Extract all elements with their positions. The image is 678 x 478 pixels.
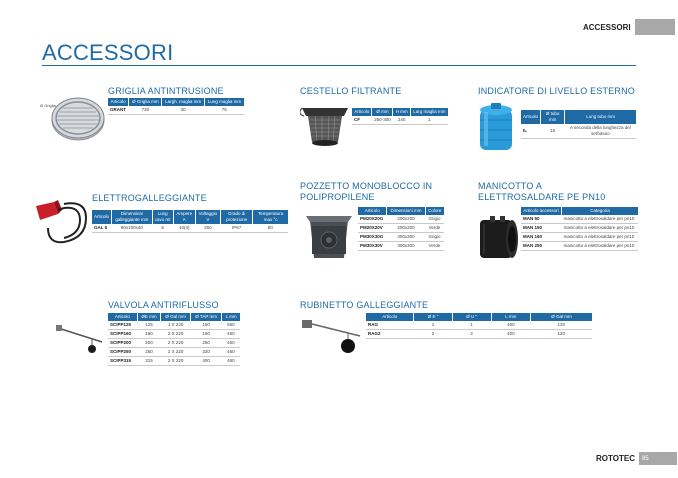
col-header: Dimensioni galleggiante mm (112, 210, 153, 224)
brand-name: ROTOTEC (596, 454, 635, 463)
elettro-table (92, 210, 288, 233)
col-header: Ø Griglia mm (129, 98, 162, 106)
col-header: Articolo (352, 108, 372, 116)
table-row: SCIPP160 160 2 X 220 160 460 (108, 330, 240, 339)
table-row: GAL 5 80x100x40 5 10(4) 250 IP67 80 (92, 224, 288, 233)
col-header: Larg maglia mm (410, 108, 448, 116)
table-row: PM20X20V 200x200 Verde (358, 224, 444, 233)
float-switch-image (34, 198, 90, 246)
col-header: L mm (491, 313, 530, 321)
grid-diameter-label: Ø Griglia (40, 103, 56, 108)
col-header: Categoria (562, 207, 638, 215)
table-row: MAN 160 manicotto a elettrosaldare per pn10 (521, 233, 638, 242)
indicatore-title: INDICATORE DI LIVELLO ESTERNO (478, 86, 636, 96)
pozzetto-title: POZZETTO MONOBLOCCO IN POLIPROPILENE (300, 181, 433, 202)
col-header: Ø tubo mm (541, 110, 565, 124)
table-row: CF 250-300 240 1 (352, 116, 448, 125)
table-row: MAN 50 manicotto a elettrosaldare per pn10 (521, 215, 638, 224)
pozzetto-table (358, 207, 444, 251)
elettro-title: ELETTROGALLEGGIANTE (92, 193, 207, 203)
rubinetto-table (366, 313, 592, 339)
col-header: Articolo (366, 313, 414, 321)
col-header: Articolo (108, 98, 129, 106)
col-header: Lung maglia mm (205, 98, 244, 106)
section-tag-label: ACCESSORI (583, 22, 631, 32)
table-row: RAG 1 1 400 120 (366, 321, 592, 330)
col-header: H mm (393, 108, 410, 116)
footer-brand (596, 452, 677, 465)
col-header: Ampere A (173, 210, 195, 224)
col-header: Temperatura max °c (253, 210, 288, 224)
col-header: Colore (425, 207, 444, 215)
manicotto-table (521, 207, 638, 251)
cestello-title: CESTELLO FILTRANTE (300, 86, 402, 96)
float-valve-image (300, 316, 364, 358)
col-header: Largh. maglia mm (162, 98, 205, 106)
col-header: Ø TAP mm (191, 313, 222, 321)
valvola-table (108, 313, 240, 366)
col-header: Ø Gal mm (531, 313, 592, 321)
filter-basket-image (300, 102, 350, 148)
page-title: ACCESSORI (42, 40, 174, 65)
col-header: Lung cavo mt (152, 210, 173, 224)
table-row: PM20X20G 200x200 Grigio (358, 215, 444, 224)
section-tag-bar (635, 19, 675, 35)
table-row: RAG2 2 2 400 120 (366, 330, 592, 339)
indicatore-table (521, 110, 636, 139)
col-header: ØE mm (137, 313, 161, 321)
section-tag (583, 19, 675, 35)
col-header: Ø Gal mm (161, 313, 191, 321)
table-row: SCIPP315 315 2 X 220 400 460 (108, 357, 240, 366)
col-header: Grado di protezione (220, 210, 253, 224)
table-row: SCIPP125 125 1 X 220 150 550 (108, 321, 240, 330)
well-box-image (304, 210, 354, 264)
grid-grate-image (50, 90, 106, 146)
col-header: Lung tubo mm (565, 110, 636, 124)
pipe-coupling-image (476, 214, 520, 264)
cestello-table (352, 108, 448, 125)
rubinetto-title: RUBINETTO GALLEGGIANTE (300, 300, 429, 310)
col-header: Articolo (521, 110, 541, 124)
col-header: Articolo (358, 207, 387, 215)
valvola-title: VALVOLA ANTIRIFLUSSO (108, 300, 219, 310)
col-header: Ø U " (452, 313, 491, 321)
page-number: 85 (639, 452, 677, 465)
griglia-title: GRIGLIA ANTINTRUSIONE (108, 86, 224, 96)
col-header: Articolo accessori (521, 207, 562, 215)
water-tank-image (476, 100, 516, 154)
col-header: Voltaggio V (195, 210, 220, 224)
table-row: MAN 250 manicotto a elettrosaldare per pn10 (521, 242, 638, 251)
table-row: PM30X30G 300x300 Grigio (358, 233, 444, 242)
col-header: Ø mm (372, 108, 393, 116)
table-row: IL 15 A seconda della lunghezza del serbatoio (521, 124, 636, 139)
col-header: Ø E " (414, 313, 452, 321)
col-header: Articolo (92, 210, 112, 224)
table-row: SCIPP200 200 2 X 220 250 460 (108, 339, 240, 348)
griglia-table (108, 98, 244, 115)
table-row: GRANT 730 30 75 (108, 106, 244, 115)
table-row: SCIPP250 250 2 X 220 320 460 (108, 348, 240, 357)
title-rule (42, 65, 636, 66)
manicotto-title: MANICOTTO A ELETTROSALDARE PE PN10 (478, 181, 606, 202)
table-row: MAN 150 manicotto a elettrosaldare per pn10 (521, 224, 638, 233)
col-header: Dimensioni mm (387, 207, 425, 215)
table-row: PM30X30V 300x300 Verde (358, 242, 444, 251)
col-header: L mm (222, 313, 240, 321)
col-header: Articolo (108, 313, 137, 321)
check-valve-image (54, 322, 106, 356)
